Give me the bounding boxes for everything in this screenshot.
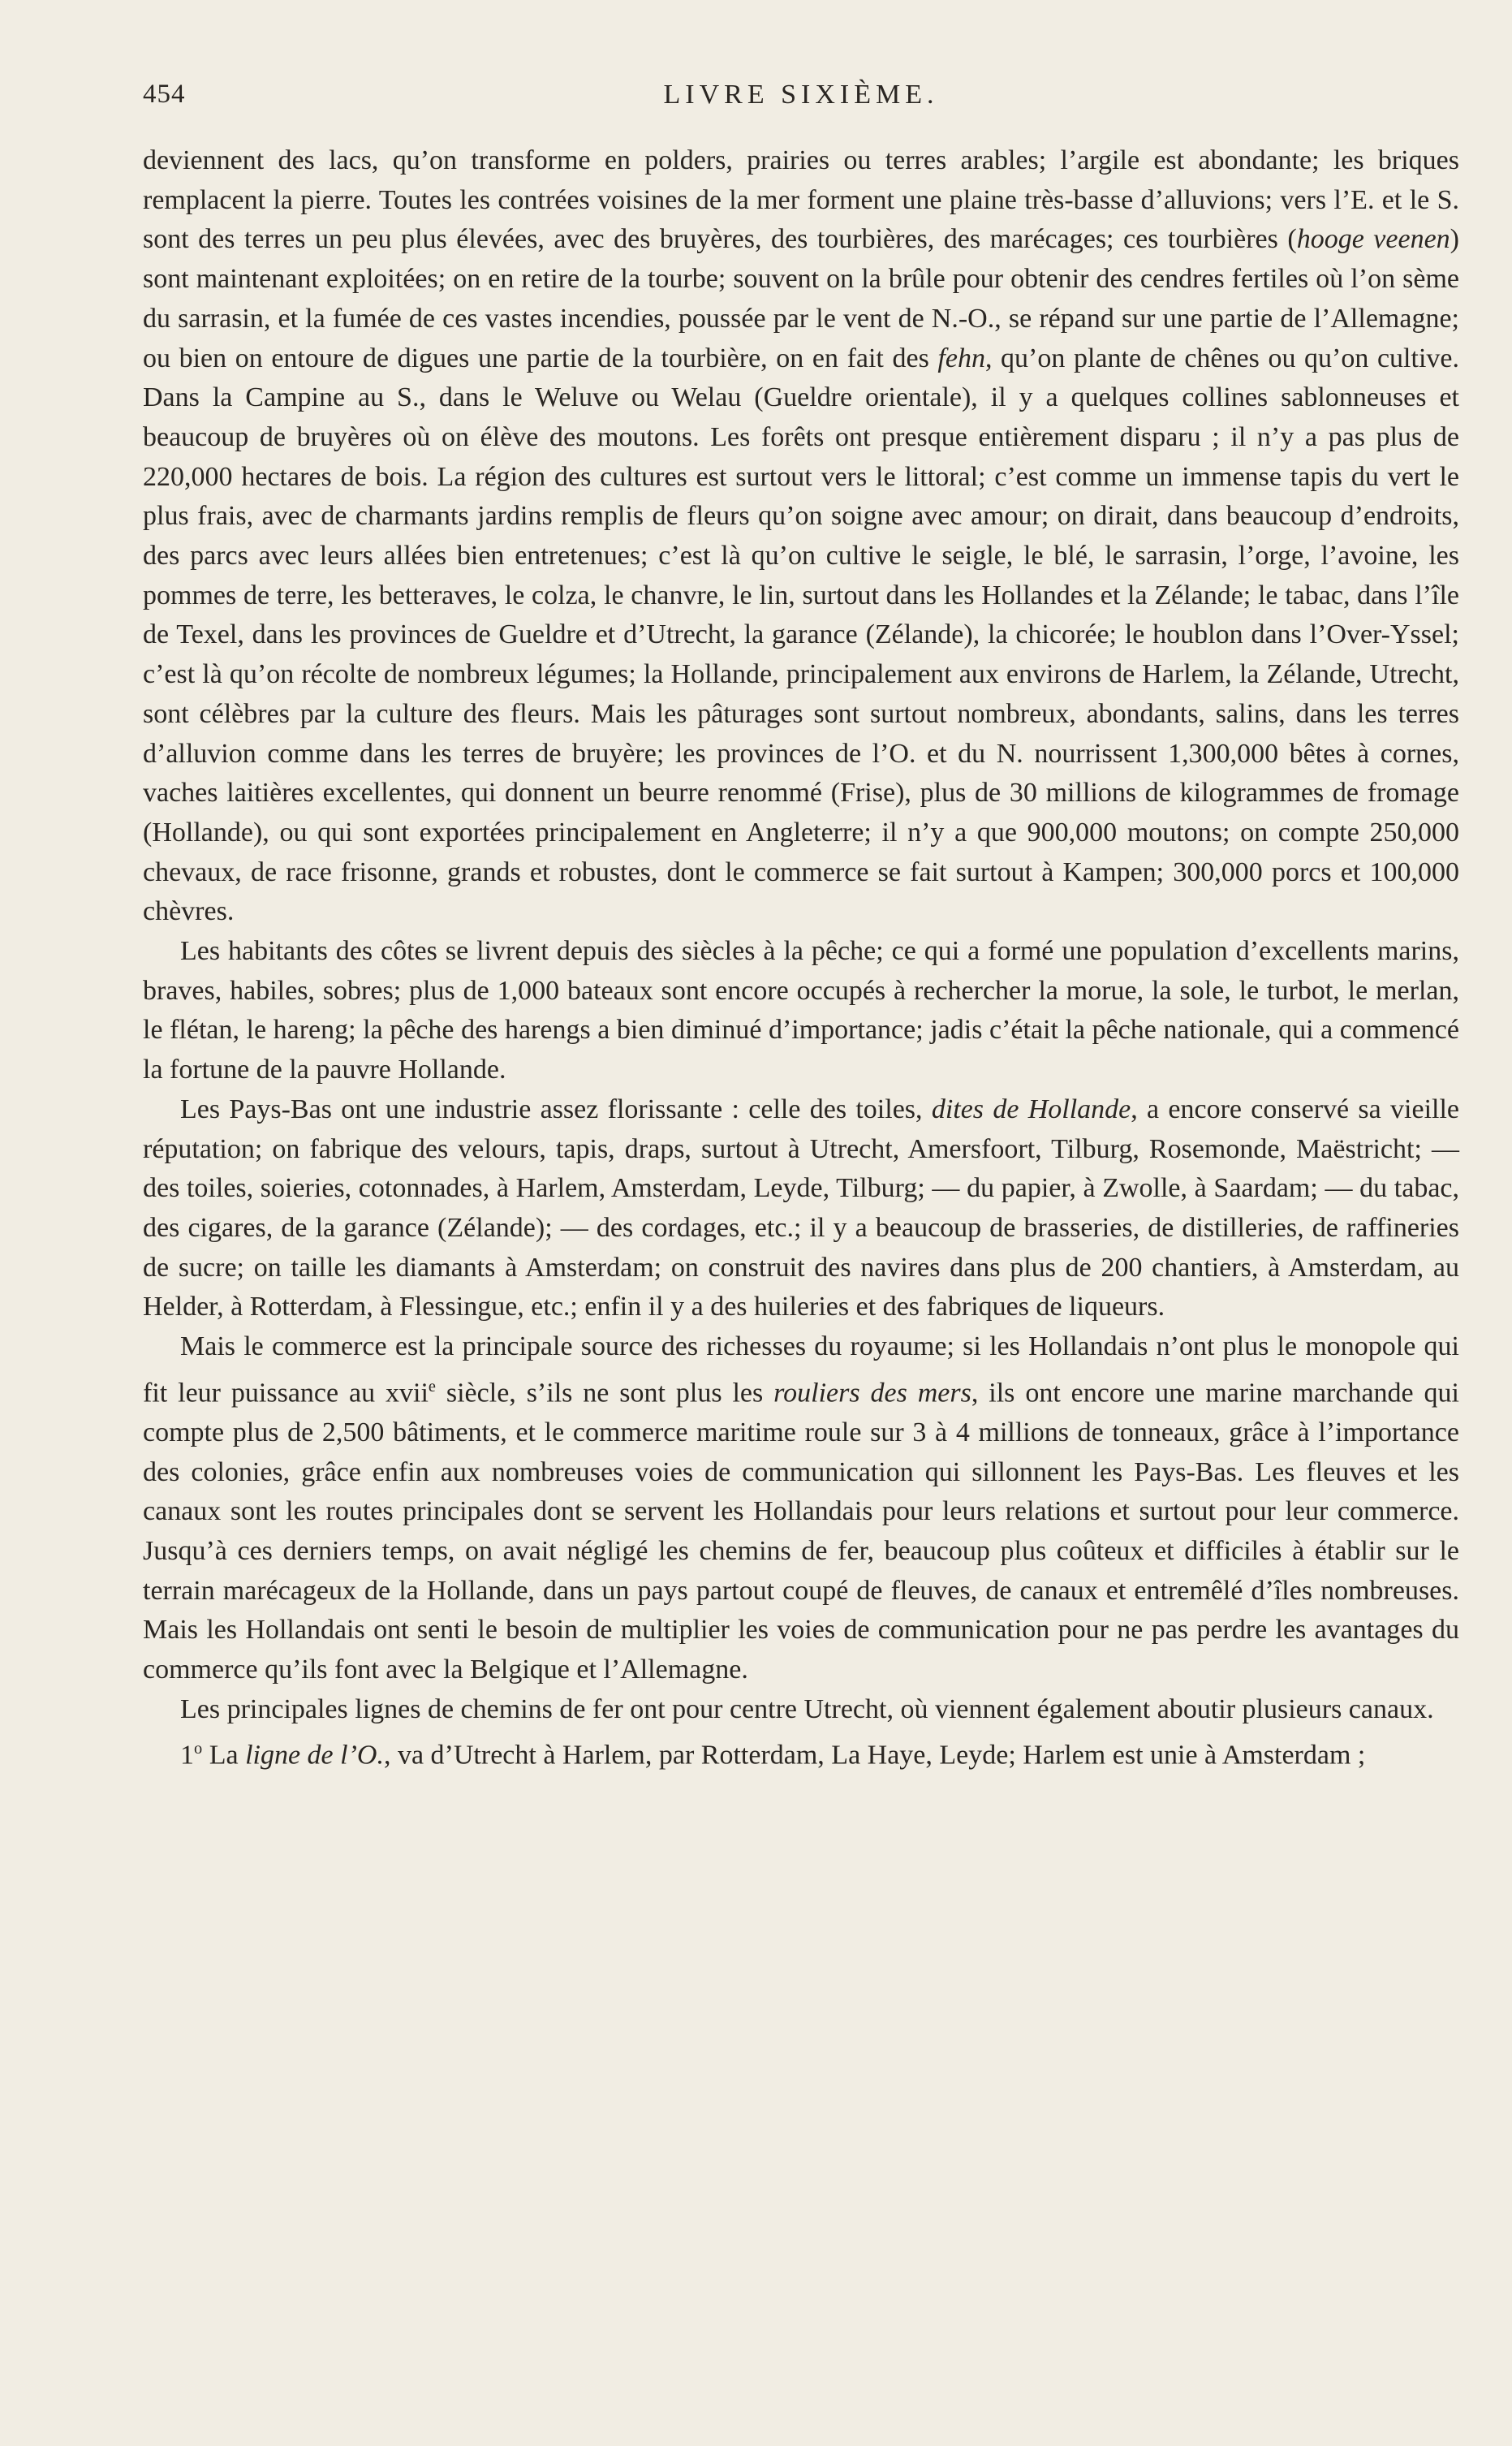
text-run: , a encore conservé sa vieille réputation; on fabrique des velours, tapis, draps, surtout à Utrecht, Amersfoort, Tilburg, Rosemonde, Maëstricht; — des toiles, soieries, cotonnades, à Harlem, Amsterdam, Leyde, Tilburg; — du papier, à Zwolle, à Saardam; — du tabac, des cigares, de la garance (Zélande); — des cordages, etc.; il y a beaucoup de brasseries, de distilleries, de raffineries de sucre; on taille les diamants à Amsterdam; on construit des navires dans plus de 200 chantiers, à Amsterdam, au Helder, à Rotterdam, à Flessingue, etc.; enfin il y a des huileries et des fabriques de liqueurs.: [143, 1094, 1460, 1322]
text-run: deviennent des lacs, qu’on transforme en polders, prairies ou terres arables; l’argile est abondante; les briques remplacent la pierre. Toutes les contrées voisines de la mer forment une plaine très-basse d’alluvions; vers l’E. et le S. sont des terres un peu plus élevées, avec des bruyères, des tourbières, des marécages; ces tourbières (: [143, 145, 1459, 255]
superscript: o: [194, 1740, 203, 1758]
text-run: Les habitants des côtes se livrent depuis des siècles à la pêche; ce qui a formé une population d’excellents marins, braves, habiles, sobres; plus de 1,000 bateaux sont encore occupés à rechercher la morue, la sole, le turbot, le merlan, le flétan, le hareng; la pêche des harengs a bien diminué d’importance; jadis c’était la pêche nationale, qui a commencé la fortune de la pauvre Hollande.: [143, 936, 1459, 1085]
paragraph: [143, 141, 1459, 932]
text-run: 1: [180, 1740, 194, 1771]
text-run: , qu’on plante de chênes ou qu’on cultive. Dans la Campine au S., dans le Weluve ou Welau (Gueldre orientale), il y a quelques collines sablonneuses et beaucoup de bruyères où on élève des moutons. Les forêts ont presque entièrement disparu ; il n’y a pas plus de 220,000 hectares de bois. La région des cultures est surtout vers le littoral; c’est comme un immense tapis du vert le plus frais, avec de charmants jardins remplis de fleurs qu’on soigne avec amour; on dirait, dans beaucoup d’endroits, des parcs avec leurs allées bien entretenues; c’est là qu’on cultive le seigle, le blé, le sarrasin, l’orge, l’avoine, les pommes de terre, les betteraves, le colza, le chanvre, le lin, surtout dans les Hollandes et la Zélande; le tabac, dans l’île de Texel, dans les provinces de Gueldre et d’Utrecht, la garance (Zélande), la chicorée; le houblon dans l’Over-Yssel; c’est là qu’on récolte de nombreux légumes; la Hollande, principalement aux environs de Harlem, la Zélande, Utrecht, sont célèbres par la culture des fleurs. Mais les pâturages sont surtout nombreux, abondants, salins, dans les terres d’alluvion comme dans les terres de bruyère; les provinces de l’O. et du N. nourrissent 1,300,000 bêtes à cornes, vaches laitières excellentes, qui donnent un beurre renommé (Frise), plus de 30 millions de kilogrammes de fromage (Hollande), ou qui sont exportées principalement en Angleterre; il n’y a que 900,000 moutons; on compte 250,000 chevaux, de race frisonne, grands et robustes, dont le commerce se fait surtout à Kampen; 300,000 porcs et 100,000 chèvres.: [143, 343, 1459, 927]
page-number: 454: [143, 80, 186, 109]
italic-run: dites de Hollande: [931, 1094, 1131, 1124]
paragraph: [143, 1729, 1459, 1775]
italic-run: ligne de l’O.: [245, 1740, 384, 1771]
paragraph: [143, 1327, 1459, 1690]
paragraph: [143, 932, 1459, 1090]
italic-run: rouliers des mers: [773, 1378, 971, 1408]
text-run: , ils ont encore une marine marchande qui compte plus de 2,500 bâtiments, et le commerce maritime roule sur 3 à 4 millions de tonneaux, grâce à l’importance des colonies, grâce enfin aux nombreuses voies de communication qui sillonnent les Pays-Bas. Les fleuves et les canaux sont les routes principales dont se servent les Hollandais pour leurs relations et surtout pour leur commerce. Jusqu’à ces derniers temps, on avait négligé les chemins de fer, beaucoup plus coûteux et difficiles à établir sur le terrain marécageux de la Hollande, dans un pays partout coupé de fleuves, de canaux et entremêlé d’îles nombreuses. Mais les Hollandais ont senti le besoin de multiplier les voies de communication pour ne pas perdre les avantages du commerce qu’ils font avec la Belgique et l’Allemagne.: [143, 1378, 1459, 1685]
paragraph: [143, 1690, 1459, 1730]
text-run: ) sont maintenant exploitées; on en retire de la tourbe; souvent on la brûle pour obtenir des cendres fertiles où l’on sème du sarrasin, et la fumée de ces vastes incendies, poussée par le vent de N.-O., se répand sur une partie de l’Allemagne; ou bien on entoure de digues une partie de la tourbière, on en fait des: [143, 224, 1459, 373]
running-head: [143, 75, 1459, 123]
text-run: siècle, s’ils ne sont plus les: [435, 1378, 774, 1408]
body-text: [143, 141, 1459, 1775]
text-run: La: [202, 1740, 246, 1771]
italic-run: hooge veenen: [1296, 224, 1450, 255]
paragraph: [143, 1090, 1459, 1327]
superscript: e: [428, 1377, 436, 1396]
running-title: LIVRE SIXIÈME.: [663, 80, 939, 110]
text-run: Mais le commerce est la principale source des richesses du royaume; si les Hollandais n’ont plus le monopole qui fit leur puissance au xvii: [143, 1331, 1459, 1408]
text-run: Les Pays-Bas ont une industrie assez florissante : celle des toiles,: [180, 1094, 932, 1124]
text-run: , va d’Utrecht à Harlem, par Rotterdam, La Haye, Leyde; Harlem est unie à Amsterdam ;: [383, 1740, 1366, 1771]
text-run: Les principales lignes de chemins de fer ont pour centre Utrecht, où viennent également aboutir plusieurs canaux.: [180, 1693, 1434, 1724]
italic-run: fehn: [937, 343, 985, 373]
book-page: [143, 75, 1459, 1775]
